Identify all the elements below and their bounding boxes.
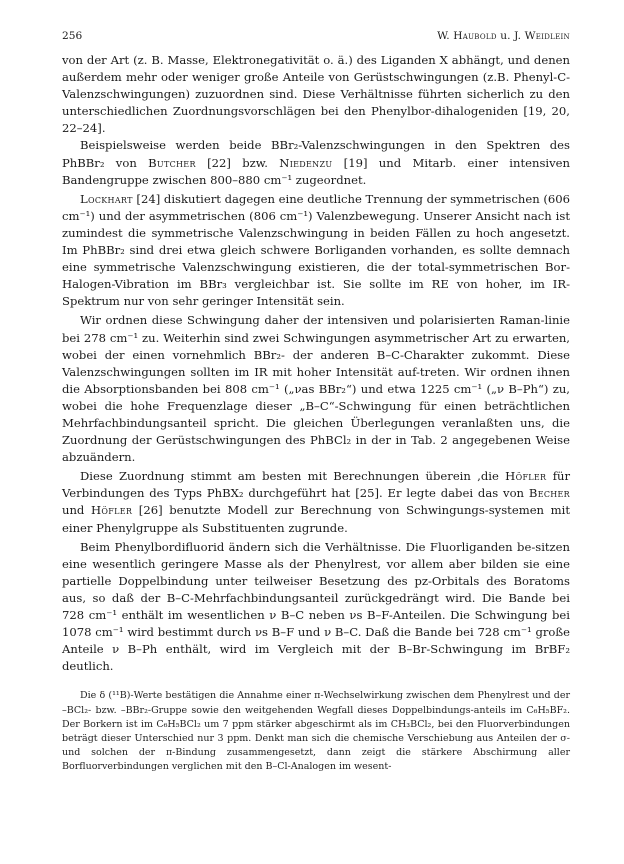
p3-text: [24] diskutiert dagegen eine deutliche Trennung der symmetrischen (606 cm⁻¹) und der asymmetrischen (806 cm⁻¹) Valenzbewegung. Unserer Ansicht nach ist zumindest die symmetrische Valenzschwingung in beiden Fällen zu hoch angesetzt. Im PhBBr₂ sind drei etwa gleich schwere Borliganden vorhanden, es sollte demnach eine symmetrische Valenzschwingung existieren, die der total-symmetrischen Bor-Halogen-Vibration im BBr₃ vergleichbar ist. Sie sollte im RE von hoher, im IR-Spektrum nur von sehr geringer Intensität sein. [62,191,571,309]
authors-prefix: W. [437,30,454,42]
paragraph-butcher-niedenzu [62,137,570,188]
p2-text-b: [22] bzw. [195,155,280,170]
name-niedenzu: Niedenzu [279,155,333,170]
name-becher: Becher [528,486,570,501]
running-authors [437,30,570,42]
page-number: 256 [62,30,83,42]
p5-text-d: [26] benutzte Modell zur Berechnung von Schwingungs-systemen mit einer Phenylgruppe als Substituenten zugrunde. [62,503,570,535]
paragraph-continuation: von der Art (z. B. Masse, Elektronegativität o. ä.) des Liganden X abhängt, und denen außerdem mehr oder weniger große Anteile von Gerüstschwingungen (z.B. Phenyl-C-Valenzschwingungen) zuzuordnen sind. Diese Verhältnisse führten sicherlich zu den unterschiedlichen Zuordnungsvorschlägen bei den Phenylbor-dihalogeniden [19, 20, 22–24]. [62,53,570,136]
name-butcher: Butcher [148,155,196,170]
running-header [62,30,570,52]
p5-text-c: und [62,503,91,518]
p2-text-a: Beispielsweise werden beide BBr₂-Valenzschwingungen in den Spektren des PhBBr₂ von [62,138,570,170]
p5-text-a: Diese Zuordnung stimmt am besten mit Berechnungen überein ‚die [80,469,506,484]
main-text [62,52,570,675]
paragraph-hoefler [62,468,570,536]
name-lockhart: Lockhart [80,191,133,206]
name-hoefler: Höfler [505,469,547,484]
p2-text-c: [19] und Mitarb. einer intensiven Bandengruppe zwischen 800–880 cm⁻¹ zugeordnet. [62,155,570,187]
paragraph-raman-assignment: Wir ordnen diese Schwingung daher der intensiven und polarisierten Raman-linie bei 278 cm⁻¹ zu. Weiterhin sind zwei Schwingungen asymmetrischer Art zu erwarten, wobei der einen vornehmlich BBr₂- der anderen B–C-Charakter zukommt. Diese Valenzschwingungen sollten im IR mit hoher Intensität auf-treten. Wir ordnen ihnen die Absorptionsbanden bei 808 cm⁻¹ („νas BBr₂“) und etwa 1225 cm⁻¹ („ν B–Ph“) zu, wobei die hohe Frequenzlage dieser „B–C“-Schwingung für einen beträchtlichen Mehrfachbindungsanteil spricht. Die gleichen Überlegungen veranlaßten uns, die Zuordnung der Gerüstschwingungen des PhBCl₂ in der in Tab. 2 angegebenen Weise abzuändern. [62,313,570,465]
p5-text-b: für Verbindungen des Typs PhBX₂ durchgeführt hat [25]. Er legte dabei das von [62,469,570,501]
journal-page [62,30,570,775]
paragraph-phenylbordifluorid: Beim Phenylbordifluorid ändern sich die Verhältnisse. Die Fluorliganden be-sitzen eine wesentlich geringere Masse als der Phenylrest, vor allem aber bilden sie eine partielle Doppelbindung unter teilweiser Besetzung des pz-Orbitals des Boratoms aus, so daß der B–C-Mehrfachbindungsanteil zurückgedrängt wird. Die Bande bei 728 cm⁻¹ enthält im wesentlichen ν B–C neben νs B–F-Anteilen. Die Schwingung bei 1078 cm⁻¹ wird bestimmt durch νs B–F und ν B–C. Daß die Bande bei 728 cm⁻¹ große Anteile ν B–Ph enthält, wird im Vergleich mit der B–Br-Schwingung im BrBF₂ deutlich. [62,539,570,674]
author-haubold: Haubold [453,30,497,42]
name-hoefler-2: Höfler [90,503,133,518]
paragraph-lockhart [62,191,570,311]
small-print-paragraph: Die δ (¹¹B)-Werte bestätigen die Annahme einer π-Wechselwirkung zwischen dem Phenylrest und der –BCl₂- bzw. –BBr₂-Gruppe sowie den weitgehenden Wegfall dieses Doppelbindungs-anteils im C₆H₅BF₂. Der Borkern ist im C₆H₅BCl₂ um 7 ppm stärker abgeschirmt als im CH₃BCl₂, bei den Fluorverbindungen beträgt dieser Unterschied nur 3 ppm. Denkt man sich die chemische Verschiebung aus Anteilen der σ- und solchen der π-Bindung zusammengesetzt, dann zeigt die stärkere Abschirmung aller Borfluorverbindungen verglichen mit den B–Cl-Analogen im wesent- [62,690,570,773]
author-weidlein: Weidlein [524,30,570,42]
authors-connector: u. J. [496,30,525,42]
small-print-section [62,689,570,774]
